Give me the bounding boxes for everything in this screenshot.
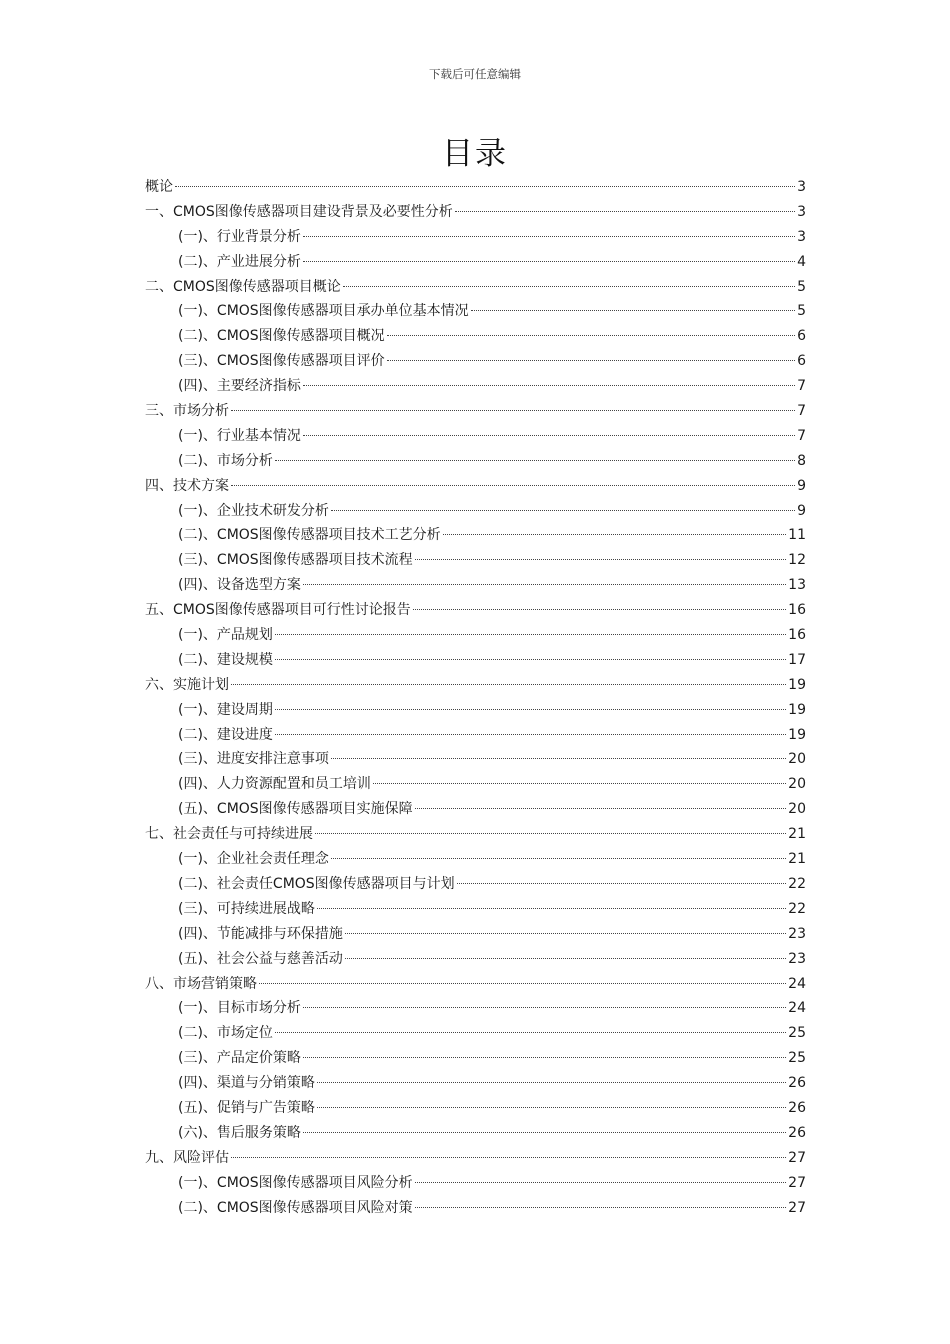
toc-entry-label: (六)、售后服务策略 — [178, 1124, 301, 1141]
dot-leader — [415, 1207, 786, 1208]
toc-entry-label: (二)、建设规模 — [178, 651, 273, 668]
toc-entry-page-number: 12 — [788, 552, 806, 569]
dot-leader — [275, 659, 786, 660]
toc-entry-page-number: 7 — [797, 403, 806, 420]
toc-entry[interactable] — [145, 698, 806, 723]
toc-entry[interactable] — [145, 399, 806, 424]
toc-entry-page-number: 3 — [797, 203, 806, 220]
toc-entry-page-number: 5 — [797, 303, 806, 320]
toc-entry[interactable] — [145, 275, 806, 300]
toc-entry[interactable] — [145, 1171, 806, 1196]
toc-entry-label: (一)、行业基本情况 — [178, 427, 301, 444]
toc-entry-page-number: 24 — [788, 975, 806, 992]
toc-entry-page-number: 19 — [788, 701, 806, 718]
toc-entry[interactable] — [145, 1046, 806, 1071]
toc-entry[interactable] — [145, 747, 806, 772]
toc-entry-label: (一)、行业背景分析 — [178, 228, 301, 245]
toc-entry-page-number: 23 — [788, 925, 806, 942]
dot-leader — [231, 1157, 786, 1158]
toc-entry[interactable] — [145, 1096, 806, 1121]
toc-entry[interactable] — [145, 523, 806, 548]
toc-entry-label: (四)、渠道与分销策略 — [178, 1075, 315, 1092]
toc-entry-label: (二)、市场分析 — [178, 452, 273, 469]
dot-leader — [415, 808, 786, 809]
dot-leader — [231, 485, 795, 486]
toc-entry-page-number: 20 — [788, 776, 806, 793]
toc-entry-label: (二)、CMOS图像传感器项目概况 — [178, 328, 385, 345]
dot-leader — [343, 286, 795, 287]
dot-leader — [303, 236, 795, 237]
dot-leader — [415, 559, 786, 560]
dot-leader — [455, 211, 795, 212]
dot-leader — [387, 335, 795, 336]
toc-entry-page-number: 9 — [797, 477, 806, 494]
toc-entry-page-number: 3 — [797, 228, 806, 245]
dot-leader — [303, 435, 795, 436]
toc-entry-page-number: 27 — [788, 1199, 806, 1216]
dot-leader — [275, 709, 786, 710]
toc-entry-page-number: 6 — [797, 353, 806, 370]
dot-leader — [345, 958, 786, 959]
toc-entry[interactable] — [145, 872, 806, 897]
dot-leader — [275, 1032, 786, 1033]
toc-entry-page-number: 26 — [788, 1099, 806, 1116]
toc-entry-label: (五)、促销与广告策略 — [178, 1099, 315, 1116]
toc-entry-label: 一、CMOS图像传感器项目建设背景及必要性分析 — [145, 203, 453, 220]
toc-entry[interactable] — [145, 598, 806, 623]
toc-entry-label: (三)、产品定价策略 — [178, 1050, 301, 1067]
dot-leader — [275, 734, 786, 735]
toc-entry-page-number: 7 — [797, 378, 806, 395]
toc-entry-label: 五、CMOS图像传感器项目可行性讨论报告 — [145, 602, 411, 619]
dot-leader — [415, 1182, 786, 1183]
dot-leader — [231, 410, 795, 411]
toc-entry-label: 四、技术方案 — [145, 477, 229, 494]
dot-leader — [175, 186, 795, 187]
toc-entry-page-number: 6 — [797, 328, 806, 345]
toc-entry[interactable] — [145, 897, 806, 922]
dot-leader — [275, 634, 786, 635]
toc-entry-page-number: 16 — [788, 602, 806, 619]
toc-entry-page-number: 9 — [797, 502, 806, 519]
toc-entry[interactable] — [145, 723, 806, 748]
toc-entry-page-number: 26 — [788, 1075, 806, 1092]
toc-entry-label: (一)、CMOS图像传感器项目风险分析 — [178, 1174, 413, 1191]
toc-entry-label: (三)、CMOS图像传感器项目评价 — [178, 353, 385, 370]
toc-entry[interactable] — [145, 922, 806, 947]
toc-entry-label: (二)、社会责任CMOS图像传感器项目与计划 — [178, 875, 455, 892]
toc-entry[interactable] — [145, 623, 806, 648]
toc-entry-label: (四)、人力资源配置和员工培训 — [178, 776, 371, 793]
dot-leader — [331, 758, 786, 759]
toc-entry-label: (一)、CMOS图像传感器项目承办单位基本情况 — [178, 303, 469, 320]
dot-leader — [317, 1082, 786, 1083]
toc-entry-page-number: 24 — [788, 1000, 806, 1017]
dot-leader — [457, 883, 786, 884]
toc-entry-label: 八、市场营销策略 — [145, 975, 257, 992]
toc-entry-label: (三)、进度安排注意事项 — [178, 751, 329, 768]
toc-entry-page-number: 16 — [788, 627, 806, 644]
toc-entry-page-number: 5 — [797, 278, 806, 295]
toc-entry-page-number: 27 — [788, 1174, 806, 1191]
toc-entry[interactable] — [145, 175, 806, 200]
toc-entry-page-number: 11 — [788, 527, 806, 544]
dot-leader — [303, 261, 795, 262]
toc-entry-label: (一)、目标市场分析 — [178, 1000, 301, 1017]
toc-entry[interactable] — [145, 996, 806, 1021]
toc-entry-label: (五)、社会公益与慈善活动 — [178, 950, 343, 967]
toc-entry-label: (二)、CMOS图像传感器项目风险对策 — [178, 1199, 413, 1216]
dot-leader — [303, 1057, 786, 1058]
dot-leader — [331, 510, 795, 511]
toc-entry-label: (三)、CMOS图像传感器项目技术流程 — [178, 552, 413, 569]
toc-entry[interactable] — [145, 324, 806, 349]
toc-entry[interactable] — [145, 1021, 806, 1046]
dot-leader — [331, 858, 786, 859]
dot-leader — [315, 833, 786, 834]
toc-entry-page-number: 25 — [788, 1050, 806, 1067]
toc-entry[interactable] — [145, 225, 806, 250]
toc-entry[interactable] — [145, 349, 806, 374]
toc-entry[interactable] — [145, 299, 806, 324]
dot-leader — [443, 534, 786, 535]
toc-entry-label: (三)、可持续进展战略 — [178, 900, 315, 917]
toc-entry[interactable] — [145, 424, 806, 449]
page-title: 目录 — [442, 136, 508, 172]
dot-leader — [303, 1132, 786, 1133]
dot-leader — [413, 609, 786, 610]
toc-entry[interactable] — [145, 200, 806, 225]
toc-entry-label: (四)、设备选型方案 — [178, 577, 301, 594]
toc-entry-label: (二)、CMOS图像传感器项目技术工艺分析 — [178, 527, 441, 544]
toc-entry-label: (一)、建设周期 — [178, 701, 273, 718]
toc-entry[interactable] — [145, 1071, 806, 1096]
toc-entry-label: (一)、企业技术研发分析 — [178, 502, 329, 519]
toc-entry-page-number: 8 — [797, 452, 806, 469]
toc-entry-label: 九、风险评估 — [145, 1149, 229, 1166]
toc-entry-page-number: 27 — [788, 1149, 806, 1166]
toc-entry[interactable] — [145, 499, 806, 524]
toc-entry-page-number: 4 — [797, 253, 806, 270]
toc-entry[interactable] — [145, 250, 806, 275]
toc-entry-label: (二)、市场定位 — [178, 1025, 273, 1042]
toc-entry[interactable] — [145, 474, 806, 499]
toc-entry-page-number: 19 — [788, 726, 806, 743]
toc-entry-page-number: 25 — [788, 1025, 806, 1042]
toc-entry[interactable] — [145, 1121, 806, 1146]
toc-entry-page-number: 21 — [788, 851, 806, 868]
toc-entry[interactable] — [145, 673, 806, 698]
toc-entry[interactable] — [145, 573, 806, 598]
toc-entry-page-number: 21 — [788, 826, 806, 843]
toc-entry-label: (二)、产业进展分析 — [178, 253, 301, 270]
toc-entry-label: 六、实施计划 — [145, 676, 229, 693]
toc-entry[interactable] — [145, 972, 806, 997]
dot-leader — [373, 783, 786, 784]
toc-entry-label: 二、CMOS图像传感器项目概论 — [145, 278, 341, 295]
dot-leader — [387, 360, 795, 361]
toc-entry-label: (二)、建设进度 — [178, 726, 273, 743]
toc-entry[interactable] — [145, 822, 806, 847]
dot-leader — [259, 983, 786, 984]
toc-entry[interactable] — [145, 1196, 806, 1221]
toc-entry-page-number: 13 — [788, 577, 806, 594]
toc-entry-page-number: 22 — [788, 875, 806, 892]
toc-entry[interactable] — [145, 1146, 806, 1171]
dot-leader — [275, 460, 795, 461]
dot-leader — [317, 1107, 786, 1108]
dot-leader — [303, 1007, 786, 1008]
toc-entry-label: (五)、CMOS图像传感器项目实施保障 — [178, 801, 413, 818]
table-of-contents — [145, 175, 806, 1220]
toc-entry[interactable] — [145, 847, 806, 872]
toc-entry-page-number: 7 — [797, 427, 806, 444]
toc-entry-label: (四)、主要经济指标 — [178, 378, 301, 395]
toc-entry-page-number: 17 — [788, 651, 806, 668]
toc-entry-label: 概论 — [145, 179, 173, 195]
dot-leader — [303, 385, 795, 386]
dot-leader — [231, 684, 786, 685]
toc-entry[interactable] — [145, 648, 806, 673]
toc-entry-label: 七、社会责任与可持续进展 — [145, 826, 313, 843]
dot-leader — [471, 310, 795, 311]
dot-leader — [345, 933, 786, 934]
toc-entry-page-number: 23 — [788, 950, 806, 967]
toc-entry-label: (一)、企业社会责任理念 — [178, 851, 329, 868]
header-note: 下载后可任意编辑 — [429, 67, 521, 81]
toc-entry-page-number: 3 — [797, 179, 806, 195]
toc-entry-label: (四)、节能减排与环保措施 — [178, 925, 343, 942]
toc-entry-page-number: 20 — [788, 751, 806, 768]
toc-entry[interactable] — [145, 374, 806, 399]
toc-entry-label: (一)、产品规划 — [178, 627, 273, 644]
toc-entry[interactable] — [145, 449, 806, 474]
dot-leader — [303, 584, 786, 585]
toc-entry[interactable] — [145, 548, 806, 573]
toc-entry[interactable] — [145, 797, 806, 822]
toc-entry-page-number: 26 — [788, 1124, 806, 1141]
toc-entry-label: 三、市场分析 — [145, 403, 229, 420]
toc-entry-page-number: 20 — [788, 801, 806, 818]
toc-entry-page-number: 19 — [788, 676, 806, 693]
dot-leader — [317, 908, 786, 909]
toc-entry[interactable] — [145, 772, 806, 797]
toc-entry-page-number: 22 — [788, 900, 806, 917]
toc-entry[interactable] — [145, 947, 806, 972]
